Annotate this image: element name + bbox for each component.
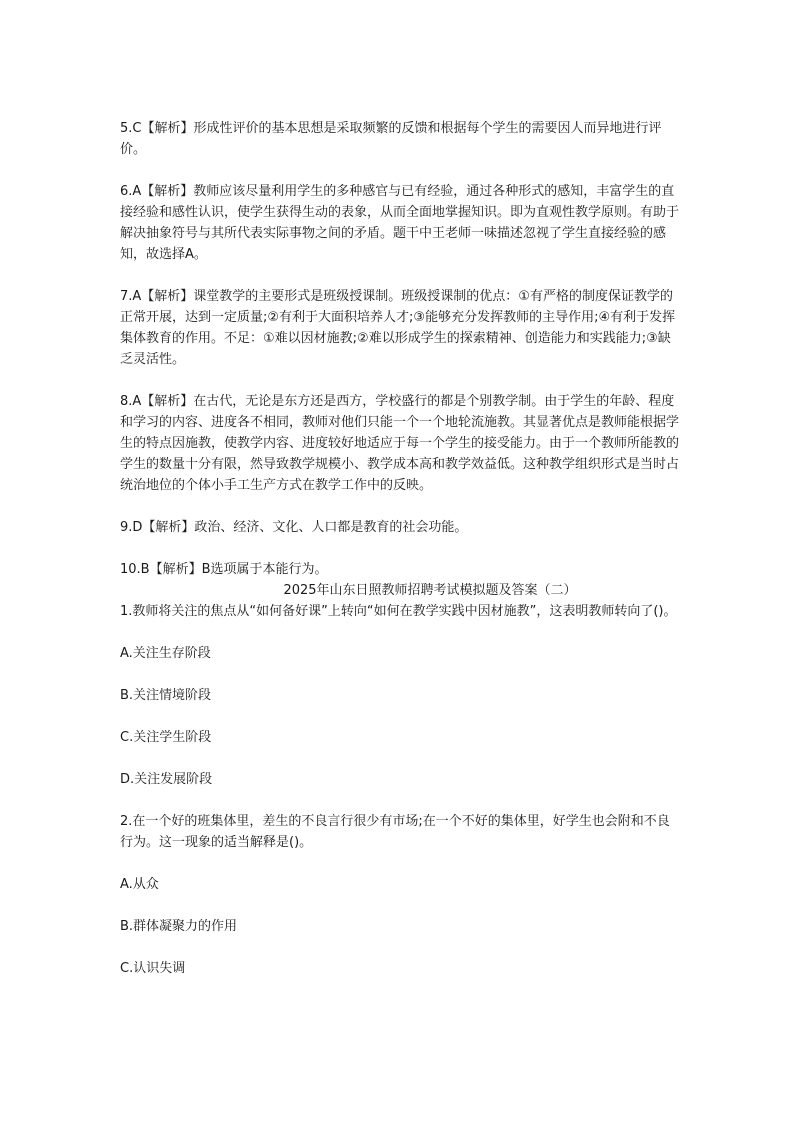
- question-2-option-c: C.认识失调: [120, 961, 186, 976]
- answer-5: 5.C【解析】形成性评价的基本思想是采取频繁的反馈和根据每个学生的需要因人而异地进行评价。: [120, 121, 662, 157]
- answer-9: 9.D【解析】政治、经济、文化、人口都是教育的社会功能。: [120, 520, 468, 535]
- answer-8: 8.A【解析】在古代，无论是东方还是西方，学校盛行的都是个别教学制。由于学生的年龄、程度和学习的内容、进度各不相同，教师对他们只能一个一个地轮流施教。其显著优点是教师能根据学生的特点因施教，使教学内容、进度较好地适应于每一个学生的接受能力。由于一个教师所能教的学生的数量十分有限，然导致教学规模小、教学成本高和教学效益低。这种教学组织形式是当时占统治地位的个体小手工生产方式在教学工作中的反映。: [120, 394, 680, 493]
- document-page: [120, 118, 680, 1000]
- answer-6: 6.A【解析】教师应该尽量利用学生的多种感官与已有经验，通过各种形式的感知，丰富学生的直接经验和感性认识，使学生获得生动的表象，从而全面地掌握知识。即为直观性教学原则。有助于解决抽象符号与其所代表实际事物之间的矛盾。题干中王老师一味描述忽视了学生直接经验的感知，故选择A。: [120, 184, 680, 262]
- answer-7: 7.A【解析】课堂教学的主要形式是班级授课制。班级授课制的优点：①有严格的制度保证教学的正常开展，达到一定质量;②有利于大面积培养人才;③能够充分发挥教师的主导作用;④有利于发挥集体教育的作用。不足：①难以因材施教;②难以形成学生的探索精神、创造能力和实践能力;③缺乏灵活性。: [120, 289, 676, 367]
- question-1-option-a: A.关注生存阶段: [120, 646, 211, 661]
- question-2-option-b: B.群体凝聚力的作用: [120, 919, 238, 934]
- question-2-option-a: A.从众: [120, 877, 159, 892]
- question-2-stem: 2.在一个好的班集体里，差生的不良言行很少有市场;在一个不好的集体里，好学生也会附和不良行为。这一现象的适当解释是()。: [120, 814, 670, 850]
- question-1-stem: 1.教师将关注的焦点从“如何备好课”上转向“如何在教学实践中因材施教”，这表明教师转向了()。: [120, 604, 677, 619]
- question-1-option-d: D.关注发展阶段: [120, 772, 213, 787]
- question-1-option-c: C.关注学生阶段: [120, 730, 212, 745]
- answer-10: 10.B【解析】B选项属于本能行为。: [120, 562, 328, 577]
- section-title: 2025年山东日照教师招聘考试模拟题及答案（二）: [283, 583, 577, 598]
- question-1-option-b: B.关注情境阶段: [120, 688, 212, 703]
